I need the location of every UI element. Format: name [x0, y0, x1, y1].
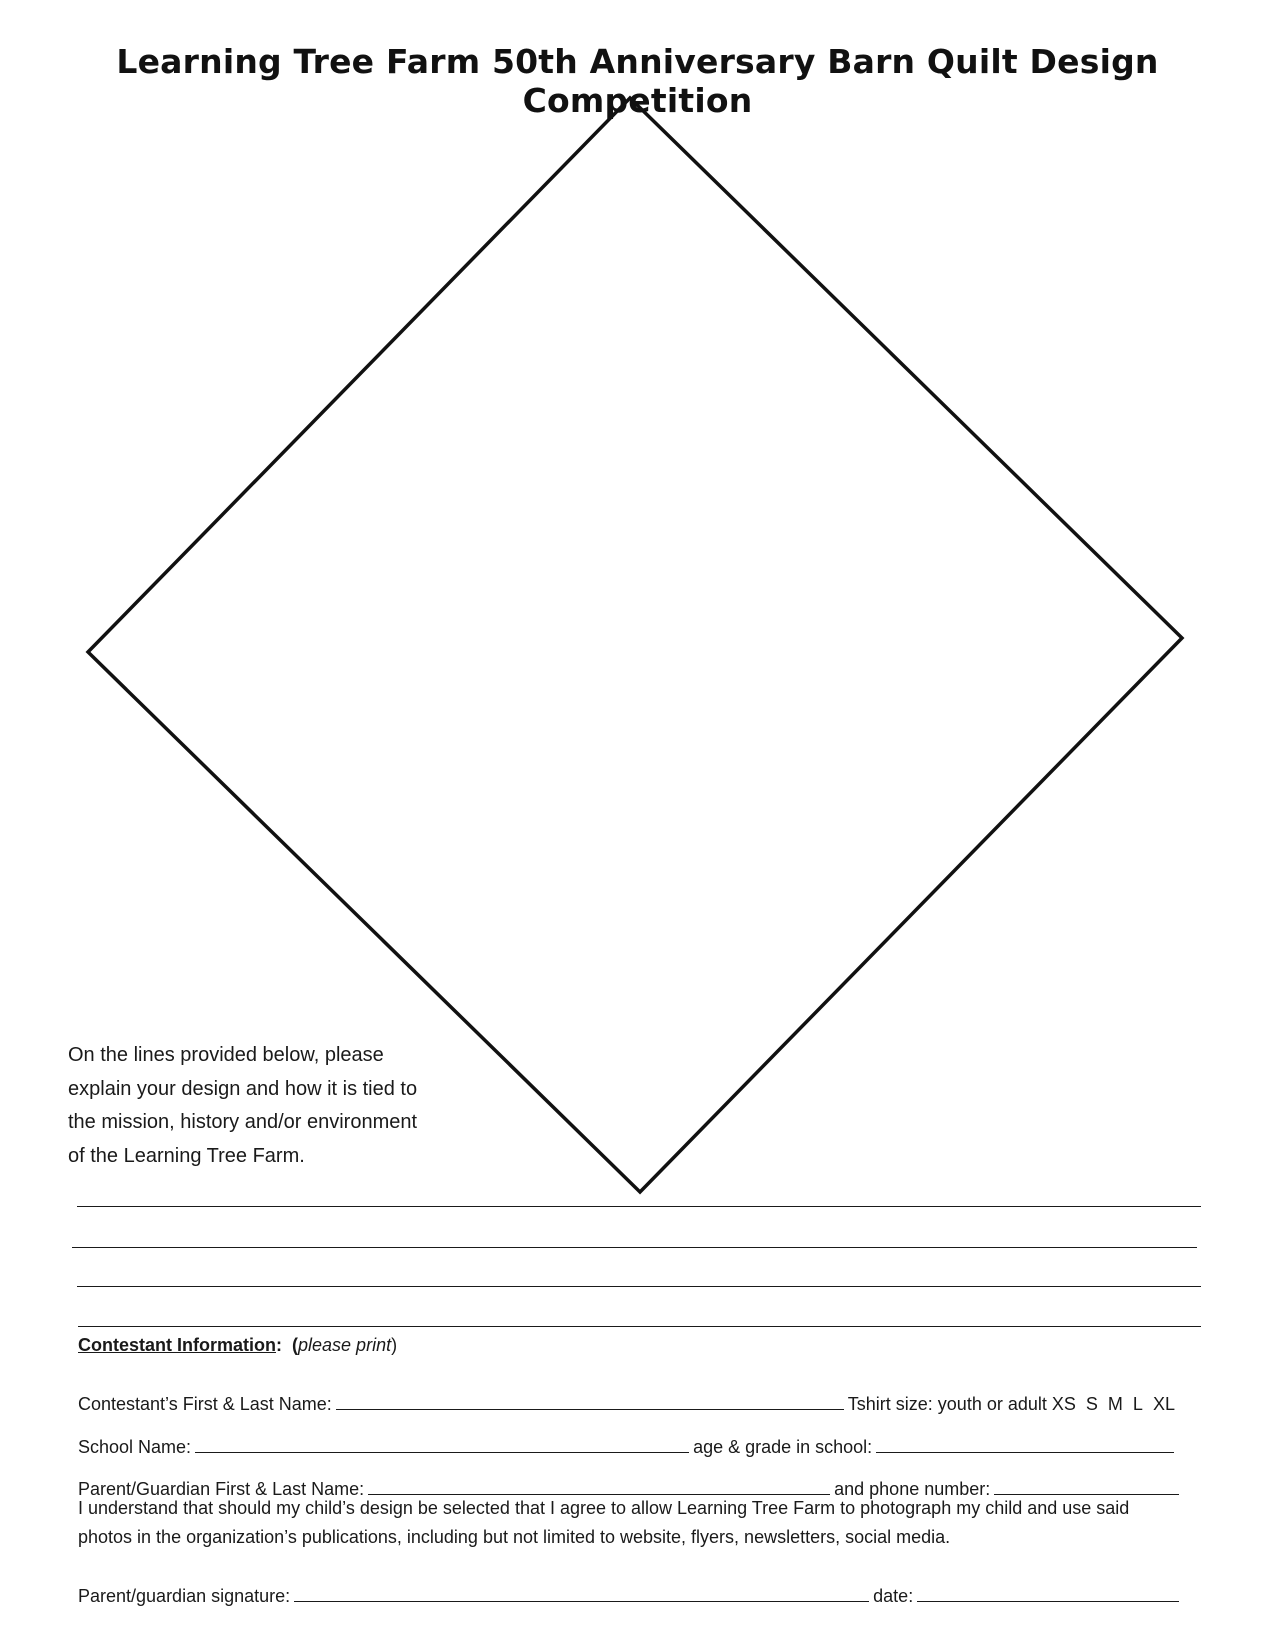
- tshirt-size-option[interactable]: XL: [1152, 1394, 1175, 1414]
- signature-field[interactable]: [294, 1583, 869, 1602]
- contestant-info-heading: Contestant Information: (please print): [78, 1335, 398, 1355]
- school-row: [78, 1434, 1178, 1458]
- design-explanation-line-4[interactable]: [78, 1326, 1201, 1327]
- design-instructions: [68, 1039, 468, 1173]
- age-grade-label: age & grade in school:: [693, 1437, 873, 1457]
- tshirt-size-options: [1052, 1394, 1185, 1414]
- instruction-line: explain your design and how it is tied to: [68, 1077, 418, 1100]
- parent-name-label: Parent/Guardian First & Last Name:: [78, 1479, 365, 1499]
- print-note: please print: [298, 1335, 392, 1355]
- contestant-name-label: Contestant’s First & Last Name:: [78, 1394, 332, 1414]
- contestant-info-title: Contestant Information: [78, 1335, 276, 1355]
- signature-label: Parent/guardian signature:: [78, 1586, 291, 1606]
- contestant-name-row: [78, 1391, 1185, 1415]
- parent-name-field[interactable]: [368, 1476, 830, 1495]
- design-explanation-line-1[interactable]: [77, 1206, 1201, 1207]
- school-name-label: School Name:: [78, 1437, 192, 1457]
- contestant-name-field[interactable]: [336, 1391, 844, 1410]
- signature-row: [78, 1583, 1183, 1607]
- consent-line: photos in the organization’s publications, including but not limited to website, flyers, newsletters, social media.: [78, 1527, 951, 1547]
- tshirt-size-option[interactable]: M: [1107, 1394, 1123, 1414]
- date-label: date:: [873, 1586, 914, 1606]
- age-grade-field[interactable]: [876, 1434, 1174, 1453]
- design-explanation-line-2[interactable]: [72, 1247, 1197, 1248]
- design-explanation-line-3[interactable]: [77, 1286, 1201, 1287]
- instruction-line: of the Learning Tree Farm.: [68, 1144, 305, 1167]
- instruction-line: the mission, history and/or environment: [68, 1111, 418, 1133]
- tshirt-size-option[interactable]: XS: [1051, 1394, 1076, 1414]
- phone-label: and phone number:: [834, 1479, 991, 1499]
- school-name-field[interactable]: [195, 1434, 689, 1453]
- quilt-diamond-outline: [88, 98, 1182, 1192]
- tshirt-size-option[interactable]: L: [1132, 1394, 1143, 1414]
- date-field[interactable]: [917, 1583, 1179, 1602]
- instruction-line: On the lines provided below, please: [68, 1044, 384, 1066]
- consent-line: I understand that should my child’s design be selected that I agree to allow Learning Tree Farm to photograph my child and use said: [78, 1498, 1130, 1518]
- photo-consent-text: [78, 1494, 1218, 1552]
- phone-number-field[interactable]: [994, 1476, 1179, 1495]
- tshirt-size-option[interactable]: S: [1085, 1394, 1098, 1414]
- page-title: Learning Tree Farm 50th Anniversary Barn Quilt Design Competition: [116, 42, 1159, 120]
- tshirt-size-label: Tshirt size: youth or adult: [847, 1394, 1047, 1414]
